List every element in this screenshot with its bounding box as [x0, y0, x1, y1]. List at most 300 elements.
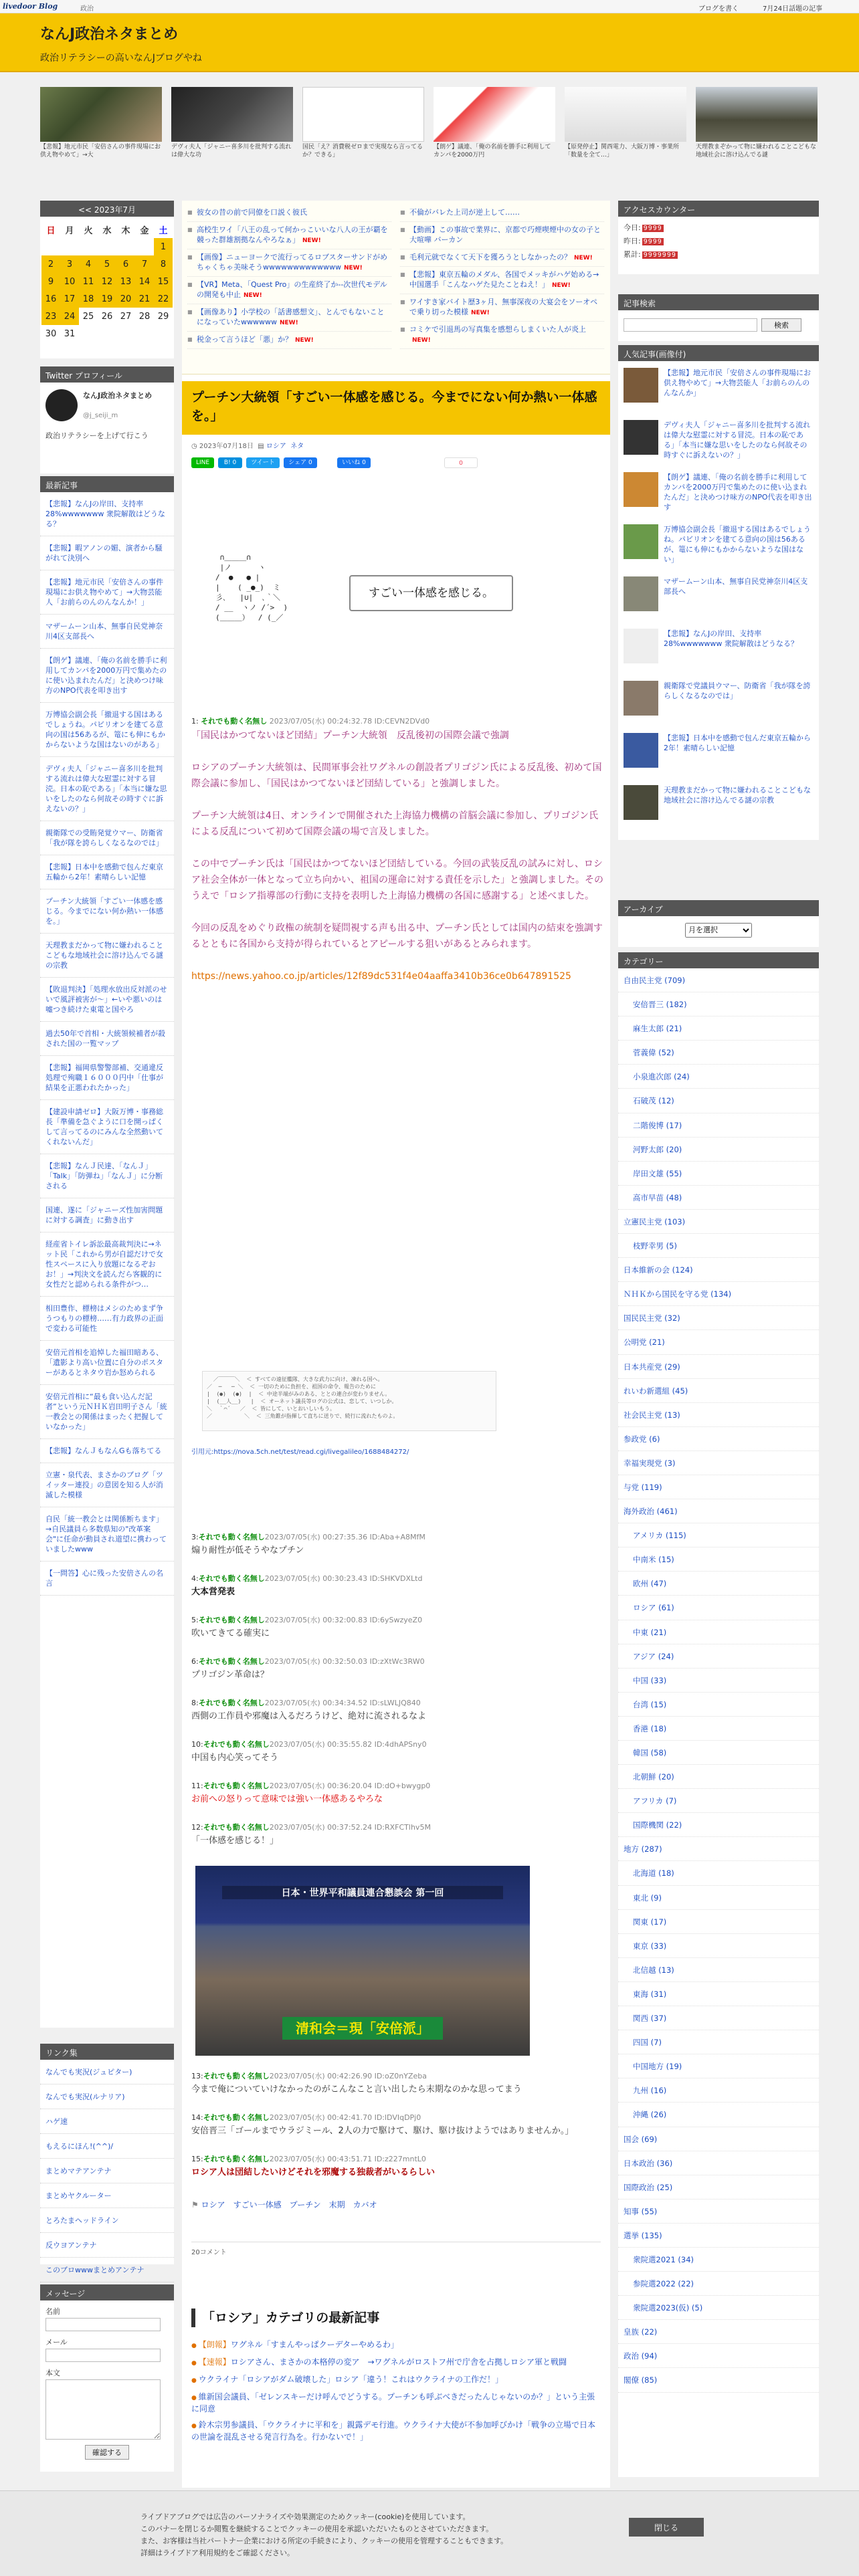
popular-posts: [618, 345, 819, 840]
popular-item[interactable]: [624, 524, 814, 567]
category-item[interactable]: 地方 (287): [618, 1837, 819, 1861]
category-item[interactable]: 中東 (21): [618, 1620, 819, 1644]
archive-select[interactable]: [685, 923, 752, 938]
category-item[interactable]: アメリカ (115): [618, 1523, 819, 1547]
recent-item[interactable]: 相田豊作、標榜はメシのためまず争うつもりの標榜……有力政界の正面で変わる可能性: [40, 1297, 174, 1341]
calendar-day[interactable]: 1: [154, 238, 173, 255]
calendar-day[interactable]: 12: [98, 273, 116, 290]
popular-thumb: [624, 681, 658, 716]
tweet-button[interactable]: ツイート: [246, 457, 280, 468]
weekday: 金: [140, 225, 149, 236]
reply-body: 大本営発表: [191, 1587, 235, 1597]
photo-block: [195, 1866, 530, 2056]
link-item[interactable]: とろたまヘッドライン: [40, 2208, 174, 2233]
category-item[interactable]: 安倍晋三 (182): [618, 992, 819, 1016]
calendar-day: [116, 238, 135, 255]
category-item[interactable]: 国際機関 (22): [618, 1813, 819, 1837]
calendar-day[interactable]: 18: [79, 290, 98, 308]
category-item[interactable]: 参政党 (6): [618, 1427, 819, 1451]
access-label: 今日:: [624, 223, 641, 232]
category-item[interactable]: 枝野幸男 (5): [618, 1234, 819, 1258]
category-item[interactable]: 自由民主党 (709): [618, 968, 819, 992]
livedoor-logo[interactable]: livedoor Blog: [3, 2, 58, 11]
popular-item[interactable]: [624, 629, 814, 671]
recent-item[interactable]: 天理教まだかって物に嫌われることこどもな地域社会に溶け込んでる謎の宗教: [40, 934, 174, 978]
category-item[interactable]: 幸福実現党 (3): [618, 1451, 819, 1475]
reply-body: 安倍晋三「ゴールまでウラジミール、2人の力で駆けて、駆け、駆け抜けようではありませんか。」: [191, 2126, 574, 2136]
rss-item[interactable]: [400, 222, 604, 249]
rss-item[interactable]: [400, 205, 604, 222]
reply: [191, 1780, 603, 1806]
calendar-day: 27: [120, 311, 132, 322]
rss-item[interactable]: [400, 249, 604, 267]
calendar-day[interactable]: 16: [41, 290, 60, 308]
poster-name: それでも動く名無し: [198, 1574, 265, 1583]
poster-name: それでも動く名無し: [201, 717, 268, 726]
category-item[interactable]: 知事 (55): [618, 2199, 819, 2224]
photo-caption: 清和会＝現「安倍派」: [282, 2017, 443, 2040]
paragraph: この中でプーチン氏は「国民はかつてないほど団結している。今回の武装反乱の試みに対し、ロシア社会全体が一体となって立ち向かい、祖国の運命に対する責任を示した」と強調しました。そのうえで「ロシア指導部の行動に支持を表明した上海協力機構の各国に感謝する」と述べました。: [191, 859, 603, 901]
category-item[interactable]: 公明党 (21): [618, 1330, 819, 1354]
poster-name: それでも動く名無し: [203, 2113, 270, 2122]
access-count: 9999: [643, 225, 662, 232]
category-item[interactable]: 衆院選2023(仮) (5): [618, 2296, 819, 2320]
rss-item-text: 税金って言うほど「悪」か？: [197, 335, 292, 344]
recent-item[interactable]: 自民「統一教会とは関係断ちます」→自民議員ら多数県知の"改革案会"に任命が動員され道望に携わっていましたwww: [40, 1507, 174, 1562]
recent-item[interactable]: 万博協会副会長「撤退する国はあるでしょうね。パビリオンを建てる意向の国は56あるが、篭にも伸にもかからないような国はないのがある」: [40, 703, 174, 757]
popular-item[interactable]: [624, 576, 814, 619]
site-title[interactable]: なんJ政治ネタまとめ: [40, 26, 179, 43]
mail-label: メール: [45, 2338, 68, 2347]
new-badge: NEW!: [295, 337, 314, 344]
category-item[interactable]: 岸田文雄 (55): [618, 1162, 819, 1186]
calendar-day: 26: [101, 311, 113, 322]
calendar-day: [135, 238, 154, 255]
category-item[interactable]: 政治 (94): [618, 2344, 819, 2368]
write-blog-link[interactable]: ブログを書く: [698, 5, 739, 13]
twitter-handle[interactable]: @j_seiji_m: [83, 412, 118, 419]
cookie-banner: [0, 2490, 859, 2576]
category-item[interactable]: 二階俊博 (17): [618, 1113, 819, 1138]
category-item[interactable]: 東海 (31): [618, 1982, 819, 2006]
category-link[interactable]: ネタ: [290, 443, 304, 450]
popular-text: 【悲報】日本中を感動で包んだ東京五輪から2年！素晴らしい記憶: [664, 734, 811, 752]
hatena-button[interactable]: B! 0: [218, 457, 242, 468]
calendar-day[interactable]: 10: [60, 273, 79, 290]
top-bar: [0, 0, 859, 13]
link-item[interactable]: ハゲ速: [40, 2109, 174, 2134]
weekday: 月: [65, 225, 74, 236]
banner-item[interactable]: 【朗ゲ】議連、「俺の名前を勝手に利用してカンパを2000万円: [434, 87, 555, 160]
calendar-day: [79, 238, 98, 255]
rss-item[interactable]: [187, 277, 391, 304]
popular-item[interactable]: [624, 733, 814, 776]
reply: [191, 1573, 603, 1598]
related-item[interactable]: [182, 2371, 610, 2389]
rss-item-text: 彼女の昔の前で同僚を口説く彼氏: [197, 208, 307, 217]
poster-name: それでも動く名無し: [198, 1699, 265, 1707]
category-item[interactable]: 北信越 (13): [618, 1958, 819, 1982]
links-title: リンク集: [40, 2044, 174, 2060]
site-header: [0, 13, 859, 72]
avatar[interactable]: [45, 389, 78, 421]
reply: [191, 1739, 603, 1764]
calendar-day[interactable]: 2: [41, 255, 60, 273]
banner-item[interactable]: 【悲報】地元市民「安倍さんの事件現場にお供え物やめて」→大: [40, 87, 162, 160]
post-datetime: 2023/07/05(水) 00:42:26.90 ID:oZ0nYZeba: [269, 2072, 427, 2080]
mail-field[interactable]: [45, 2349, 161, 2362]
twitter-name[interactable]: なんJ政治ネタまとめ: [83, 391, 153, 400]
popular-text: 親衛隊で党議員ウマー、防衛省「我が隊を誇らしくなるなのでは」: [664, 681, 811, 700]
new-badge: NEW!: [244, 292, 262, 299]
related-item[interactable]: [182, 2417, 610, 2445]
rss-column-right: [400, 205, 604, 349]
rss-column-left: [187, 205, 391, 349]
post-datetime: 2023/07/05(水) 00:34:34.52 ID:sLWLJQ840: [264, 1699, 421, 1707]
calendar-day: [98, 238, 116, 255]
reply-body: 中国も内心笑ってそう: [191, 1753, 279, 1763]
calendar-day: 29: [157, 311, 169, 322]
first-post-body: [191, 728, 603, 984]
weekday: 木: [121, 225, 130, 236]
popular-item[interactable]: [624, 420, 814, 463]
category-widget: [618, 952, 819, 2477]
recent-item[interactable]: デヴィ夫人「ジャニー喜多川を批判する流れは偉大な慰霊に対する冒涜。日本の恥である」「本当に嫌な思いをしたのなら何故その時すぐに訴えないの？」: [40, 757, 174, 821]
poster-name: それでも動く名無し: [203, 1782, 270, 1790]
rss-item[interactable]: [400, 267, 604, 294]
rss-item[interactable]: [400, 294, 604, 322]
rss-item[interactable]: [187, 249, 391, 277]
popular-thumb: [624, 368, 658, 403]
category-link[interactable]: 政治: [80, 5, 94, 13]
category-link[interactable]: ロシア: [266, 443, 286, 450]
post-number: 4:: [191, 1574, 199, 1583]
banner-item[interactable]: 【原発停止】関西電力、大阪万博・事業所「数量を全て…」: [565, 87, 686, 160]
category-item[interactable]: 韓国 (58): [618, 1741, 819, 1765]
access-row: [618, 234, 819, 247]
rss-item[interactable]: [187, 332, 391, 349]
speech-bubble: すごい一体感を感じる。: [349, 575, 513, 611]
category-item[interactable]: アフリカ (7): [618, 1789, 819, 1813]
calendar-day[interactable]: 4: [79, 255, 98, 273]
popular-text: デヴィ夫人「ジャニー喜多川を批判する流れは偉大な慰霊に対する冒涜。日本の恥である」「本当に嫌な思いをしたのなら何故その時すぐに訴えないの？」: [664, 421, 811, 459]
poster-name: それでも動く名無し: [198, 1533, 265, 1541]
recent-item[interactable]: 経産省トイレ訴訟最高裁判決に→ネット民「これから男が自認だけで女性スペースに入り放題になるぞおお！」→判決文を読んだら客観的に女性だと認められる条件がつ…: [40, 1232, 174, 1297]
post-number: 10:: [191, 1740, 203, 1749]
category-item[interactable]: 北海道 (18): [618, 1861, 819, 1885]
recent-item[interactable]: 【悲報】なんＪもなんGも落ちてる: [40, 1439, 174, 1463]
rss-item[interactable]: [187, 304, 391, 332]
category-item[interactable]: 国民民主党 (32): [618, 1306, 819, 1330]
category-item[interactable]: 関西 (37): [618, 2006, 819, 2030]
tags-links[interactable]: ロシア すごい一体感 プーチン 末期 カバオ: [201, 2200, 377, 2210]
search-input[interactable]: [624, 318, 757, 332]
recent-item[interactable]: 【悲報】福岡県警警部補、交通違反処理で殉職１６０００円中「仕事が結果を正悪われたかった」: [40, 1056, 174, 1100]
recent-item[interactable]: 【悲報】暇アノンの媚、演者から騒がれて決別へ: [40, 536, 174, 570]
reply-body: 今まで俺についていけなかったのがこんなこと言い出したら末期なのかな思ってまう: [191, 2084, 522, 2095]
related-item[interactable]: [182, 2389, 610, 2417]
tag-list: [191, 2199, 377, 2210]
category-item[interactable]: 選挙 (135): [618, 2224, 819, 2248]
calendar-day[interactable]: 19: [98, 290, 116, 308]
calendar-day: [135, 325, 154, 342]
post-datetime: 2023/07/05(水) 00:42:41.70 ID:lDVIqDPj0: [269, 2113, 421, 2122]
calendar-day[interactable]: 13: [116, 273, 135, 290]
calendar-day[interactable]: 14: [135, 273, 154, 290]
comment-count[interactable]: 20コメント: [191, 2249, 227, 2256]
calendar-day[interactable]: 21: [135, 290, 154, 308]
archive-widget: [618, 900, 819, 947]
cookie-text: [140, 2511, 649, 2559]
category-item[interactable]: 北朝鮮 (20): [618, 1765, 819, 1789]
post-title[interactable]: プーチン大統領「すごい一体感を感じる。今までにない何か熱い一体感を。」: [191, 390, 597, 423]
links-items: [40, 2060, 174, 2282]
popular-text: 【悲報】なんJの岸田、支持率28%wwwwwww 衆院解散はどうなる？: [664, 629, 798, 648]
calendar-day[interactable]: 11: [79, 273, 98, 290]
body-field[interactable]: [45, 2379, 161, 2440]
recent-item[interactable]: 立憲・泉代表、まさかのブログ「ツイッター連投」の意図を知る人が消滅した模様: [40, 1463, 174, 1507]
reply-header: [191, 1780, 603, 1792]
post-date: 2023年07月18日: [199, 443, 254, 450]
post-datetime: 2023/07/05(水) 00:32:50.03 ID:zXtWc3RW0: [264, 1657, 425, 1666]
calendar-widget: [40, 201, 174, 358]
name-field[interactable]: [45, 2318, 161, 2331]
reply-body: 「一体感を感じる！」: [191, 1836, 279, 1846]
category-item[interactable]: 中国 (33): [618, 1669, 819, 1693]
related-item[interactable]: [182, 2337, 610, 2354]
reply-header: [191, 2112, 603, 2124]
popular-thumb: [624, 420, 658, 455]
link-item[interactable]: まとめヤクルーター: [40, 2183, 174, 2208]
popular-item[interactable]: [624, 368, 814, 411]
related-tag: 【速報】: [198, 2357, 231, 2367]
weekday: 水: [102, 225, 112, 236]
new-badge: NEW!: [552, 282, 571, 289]
category-item[interactable]: 衆院選2021 (34): [618, 2248, 819, 2272]
cookie-line: このバナーを閉じるか閲覧を継続することでクッキーの使用を承認いただいたものとさせていただきます。: [140, 2525, 494, 2533]
related-list: [182, 2337, 610, 2445]
paragraph: プーチン大統領は4日、オンラインで開催された上海協力機構の首脳会議に参加し、プリゴジン氏による反乱について初めて国際会議の場で言及しました。: [191, 811, 599, 837]
recent-item[interactable]: プーチン大統領「すごい一体感を感じる。今までにない何か熱い一体感を。」: [40, 889, 174, 934]
recent-item[interactable]: 【悲報】日本中を感動で包んだ東京五輪から2年！素晴らしい記憶: [40, 855, 174, 889]
category-item[interactable]: 日本政治 (36): [618, 2151, 819, 2175]
recent-item[interactable]: 親衛隊での受賄発覚ウマー、防衛省「我が隊を誇らしくなるなのでは」: [40, 821, 174, 855]
banner-item[interactable]: デヴィ夫人「ジャニー喜多川を批判する流れは偉大な功: [171, 87, 293, 160]
calendar-title[interactable]: << 2023年7月: [40, 201, 174, 217]
category-item[interactable]: 日本維新の会 (124): [618, 1258, 819, 1282]
recent-item[interactable]: 【敗退判決】「処理水放出反対派のせいで風評被害が～」←いや悪いのは嘘つき続けた東電と国やろ: [40, 978, 174, 1022]
calendar-day[interactable]: 17: [60, 290, 79, 308]
category-item[interactable]: 石破茂 (12): [618, 1089, 819, 1113]
category-item[interactable]: 東京 (33): [618, 1934, 819, 1958]
paragraph: ロシアのプーチン大統領は、民間軍事会社ワグネルの創設者プリゴジン氏による反乱後、初めて国際会議に参加し、「国民はかつてないほど団結している」と強調しました。: [191, 762, 602, 789]
access-label: 累計:: [624, 250, 641, 259]
banner-item[interactable]: 天理教まぞかって物に嫌われることこどもな地域社会に溶け込んでる謎: [696, 87, 818, 160]
recent-item[interactable]: 【悲報】なんJの岸田、支持率28%wwwwwww 衆院解散はどうなる？: [40, 492, 174, 536]
related-text: 鈴木宗男参議員、「ウクライナに平和を」親露デモ行進。ウクライナ大使が不参加呼びかけ「戦争の立場で日本の世論を混乱させる発言行為を。行かないで！」: [191, 2420, 596, 2442]
reply: [191, 1697, 603, 1723]
popular-item[interactable]: [624, 785, 814, 828]
category-item[interactable]: 立憲民主党 (103): [618, 1210, 819, 1234]
popular-text: 【悲報】地元市民「安倍さんの事件現場にお供え物やめて」→大物芸能人「お前らのんのんなんか」: [664, 368, 811, 397]
rss-item[interactable]: [400, 322, 604, 349]
cookie-line: ライブドアブログでは広告のパーソナライズや効果測定のためクッキー(cookie)を使用しています。: [140, 2512, 470, 2521]
reply-header: [191, 2153, 603, 2165]
post-datetime: 2023/07/05(水) 00:43:51.71 ID:z227mntL0: [269, 2155, 426, 2163]
reply-header: [191, 1739, 603, 1751]
popular-item[interactable]: [624, 472, 814, 515]
calendar-day[interactable]: 22: [154, 290, 173, 308]
post-datetime: 2023/07/05(水) 00:37:52.24 ID:RXFCTlhv5M: [269, 1823, 431, 1832]
category-item[interactable]: 菅義偉 (52): [618, 1041, 819, 1065]
calendar-day[interactable]: 9: [41, 273, 60, 290]
category-item[interactable]: アジア (24): [618, 1644, 819, 1669]
link-item[interactable]: なんでも実況(ジュピター): [40, 2060, 174, 2084]
access-count: 9999999: [643, 251, 676, 259]
category-item[interactable]: 社会民主党 (13): [618, 1403, 819, 1427]
reply: [191, 1656, 603, 1681]
citation-link[interactable]: 引用元:https://nova.5ch.net/test/read.cgi/livegalileo/1688484272/: [191, 1448, 409, 1456]
post-number: 14:: [191, 2113, 203, 2122]
recent-item[interactable]: 【悲報】なんＪ民達、「なんＪ」「Talk」「防弾ね」「なんＪ」に分断される: [40, 1154, 174, 1198]
twitter-title: Twitter プロフィール: [40, 366, 174, 383]
access-counter: [618, 201, 819, 274]
category-item[interactable]: 関東 (17): [618, 1910, 819, 1934]
related-text: ロシアさん、まさかの本格停の変ア →ワグネルがロストフ州で庁舎を占拠しロシア軍と戦闘: [230, 2357, 567, 2367]
weekday: 日: [46, 225, 56, 236]
link-item[interactable]: このブロwwwまとめアンテナ: [40, 2258, 174, 2282]
recent-posts: [40, 476, 174, 2028]
popular-thumb: [624, 629, 658, 663]
popular-text: 天理教まだかって物に嫌われることこどもな地域社会に溶け込んでる謎の宗教: [664, 786, 811, 804]
category-item[interactable]: 香港 (18): [618, 1717, 819, 1741]
search-button[interactable]: 検索: [761, 318, 801, 332]
category-item[interactable]: 小泉進次郎 (24): [618, 1065, 819, 1089]
calendar-day[interactable]: 20: [116, 290, 135, 308]
category-item[interactable]: 沖縄 (26): [618, 2103, 819, 2127]
popular-thumb: [624, 733, 658, 768]
recent-item[interactable]: 【悲報】地元市民「安倍さんの事件現場にお供え物やめて」→大物芸能人「お前らのんのんなんか！」: [40, 570, 174, 615]
category-item[interactable]: 国際政治 (25): [618, 2175, 819, 2199]
rss-item-text: ワイすき家バイト歴3ヶ月、無事深夜の大宴会をソーオペで乗り切った模様: [409, 298, 598, 316]
weekday: 土: [159, 225, 168, 236]
reply-body: ロシア人は団結したいけどそれを邪魔する独裁者がいるらしい: [191, 2167, 436, 2177]
post-title-box: [182, 381, 610, 435]
rss-item-text: 高校生ワイ「八王の乱って何かっこいいな八人の王が覇を競った群雄割拠なんやろなぁ」: [197, 225, 388, 244]
tag-icon: ⚑: [191, 2200, 201, 2210]
reply-header: [191, 1614, 603, 1626]
category-item[interactable]: ロシア (61): [618, 1596, 819, 1620]
category-item[interactable]: 河野太郎 (20): [618, 1138, 819, 1162]
recent-item[interactable]: 【一問答】心に残った安倍さんの名言: [40, 1562, 174, 1596]
recent-item[interactable]: 【朗ゲ】議連、「俺の名前を勝手に利用してカンパを2000万円で集めたのに使い込まれたんだ」と決めつけ味方のNPO代表を叩き出す: [40, 649, 174, 703]
banner-item[interactable]: 国民「え？消費税ゼロまで実現なら言ってるか？できる」: [302, 87, 424, 160]
category-item[interactable]: ＮＨＫから国民を守る党 (134): [618, 1282, 819, 1306]
post-number: 3:: [191, 1533, 199, 1541]
calendar-day[interactable]: 15: [154, 273, 173, 290]
post-number: 8:: [191, 1699, 199, 1707]
source-link[interactable]: https://news.yahoo.co.jp/articles/12f89dc531f4e04aaffa3410b36ce0b647891525: [191, 971, 571, 982]
category-item[interactable]: 四国 (7): [618, 2030, 819, 2054]
calendar-day[interactable]: 8: [154, 255, 173, 273]
popular-item[interactable]: [624, 681, 814, 724]
rss-item[interactable]: [187, 222, 391, 249]
calendar-day[interactable]: 6: [116, 255, 135, 273]
category-item[interactable]: 中南米 (15): [618, 1547, 819, 1572]
calendar-day[interactable]: 3: [60, 255, 79, 273]
category-item[interactable]: 参院選2022 (22): [618, 2272, 819, 2296]
calendar-day[interactable]: 7: [135, 255, 154, 273]
recent-list: [40, 492, 174, 1596]
facebook-share-button[interactable]: シェア 0: [284, 457, 317, 468]
recent-item[interactable]: マザームーン山本、無事自民党神奈川4区支部長へ: [40, 615, 174, 649]
popular-thumb: [624, 576, 658, 611]
like-button[interactable]: いいね 0: [337, 457, 371, 468]
rss-item-text: 不倫がバレた上司が逆上して……: [409, 208, 520, 217]
recent-item[interactable]: 【建設申請ゼロ】大阪万博・事務総長「準備を急ぐように口を開っぱくして言ってるのにみんな全然動いてくれないんだ」: [40, 1100, 174, 1154]
category-item[interactable]: 国会 (69): [618, 2127, 819, 2151]
link-item[interactable]: 反ウヨアンテナ: [40, 2233, 174, 2258]
category-item[interactable]: 閣僚 (85): [618, 2368, 819, 2392]
calendar-day[interactable]: 5: [98, 255, 116, 273]
reply: [191, 2153, 603, 2179]
category-item[interactable]: 欧州 (47): [618, 1572, 819, 1596]
rss-item[interactable]: [187, 205, 391, 222]
calendar-day: 25: [82, 311, 94, 322]
calendar-day: 31: [64, 328, 76, 339]
body-label: 本文: [45, 2369, 60, 2377]
paragraph: 今回の反乱をめぐり政権の統制を疑問視する声も出る中、プーチン氏としては国内の結束を強調するとともに各国から支持が得られているとアピールする狙いがあるとみられます。: [191, 923, 603, 950]
pocket-button[interactable]: 0: [444, 457, 478, 468]
category-item[interactable]: 麻生太郎 (21): [618, 1016, 819, 1041]
line-share-button[interactable]: LINE: [191, 457, 214, 468]
poster-name: それでも動く名無し: [203, 2155, 270, 2163]
category-item[interactable]: れいわ新選組 (45): [618, 1379, 819, 1403]
first-post: [191, 716, 603, 984]
recent-item[interactable]: 国連、遂に「ジャニーズ性加害問題に対する調査」に動き出す: [40, 1198, 174, 1232]
category-item[interactable]: 九州 (16): [618, 2078, 819, 2103]
link-item[interactable]: もえるにほん!(^^)/: [40, 2134, 174, 2159]
category-item[interactable]: 海外政治 (461): [618, 1499, 819, 1523]
category-item[interactable]: 与党 (119): [618, 1475, 819, 1499]
twitter-desc: 政治リテラシーを上げて行こう: [45, 431, 149, 440]
calendar-day[interactable]: 23: [41, 308, 60, 325]
link-item[interactable]: なんでも実況(ルナリア): [40, 2084, 174, 2109]
calendar-day[interactable]: 24: [60, 308, 79, 325]
reply: [191, 1531, 603, 1557]
recent-item[interactable]: 過去50年で首相・大統領候補者が殺された国の一覧マップ: [40, 1022, 174, 1056]
access-rows: [618, 217, 819, 261]
cookie-close-button[interactable]: 閉じる: [629, 2518, 704, 2537]
category-item[interactable]: 中国地方 (19): [618, 2054, 819, 2078]
category-item[interactable]: 高市早苗 (48): [618, 1186, 819, 1210]
post-header: [191, 716, 603, 728]
category-item[interactable]: 台湾 (15): [618, 1693, 819, 1717]
related-item[interactable]: [182, 2354, 610, 2371]
confirm-button[interactable]: 確認する: [85, 2445, 129, 2460]
recent-item[interactable]: 安倍元首相に“最も食い込んだ記者”という元ＮＨＫ岩田明子さん「統一教会との関係はまったく把握していなかった」: [40, 1385, 174, 1439]
recent-item[interactable]: 安倍元首相を追悼した福田暗ある、「遺影より高い位置に自分のポスターがあるとネタウ岩か怒められる: [40, 1341, 174, 1385]
rss-item-text: 【画像あり】小学校の「話書感想文」、とんでもないことになっていたwwwwww: [197, 308, 385, 326]
new-badge: NEW!: [343, 265, 363, 272]
link-item[interactable]: まとめマテアンテナ: [40, 2159, 174, 2183]
category-item[interactable]: 皇族 (22): [618, 2320, 819, 2344]
category-item[interactable]: 日本共産党 (29): [618, 1355, 819, 1379]
reply-header: [191, 1822, 603, 1834]
category-item[interactable]: 東北 (9): [618, 1886, 819, 1910]
reply: [191, 2112, 603, 2137]
popular-link[interactable]: 7月24日話題の記事: [763, 5, 823, 13]
